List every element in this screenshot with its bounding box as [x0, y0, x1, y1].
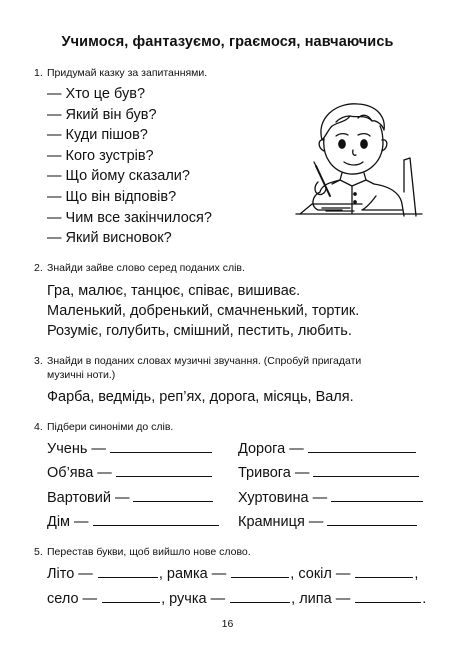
question-item: — Кого зустрів?	[47, 147, 154, 164]
question-item: — Куди пішов?	[47, 127, 148, 144]
answer-blank[interactable]	[93, 524, 219, 526]
synonym-word: Крамниця —	[238, 514, 324, 530]
question-item: — Хто це був?	[47, 86, 146, 102]
synonym-row	[238, 465, 419, 481]
task-4-heading	[34, 420, 173, 434]
synonym-word: Дім —	[47, 514, 89, 530]
permutation-line	[47, 566, 418, 582]
permutation-word: село —	[47, 591, 98, 607]
task-5-heading	[34, 545, 251, 559]
punctuation: ,	[414, 566, 419, 582]
task-1-questions	[47, 84, 212, 249]
answer-blank[interactable]	[116, 475, 212, 477]
task-3-heading	[34, 354, 404, 382]
answer-blank[interactable]	[313, 475, 419, 477]
synonym-word: Вартовий —	[47, 490, 130, 506]
answer-blank[interactable]	[98, 576, 158, 578]
synonym-word: Учень —	[47, 441, 106, 457]
question-item: — Що йому сказали?	[47, 168, 190, 185]
permutation-word: , ручка —	[161, 591, 226, 607]
question-item: — Який він був?	[47, 106, 157, 123]
synonym-word: Об’ява —	[47, 465, 112, 481]
punctuation: .	[422, 591, 427, 607]
task-1-instruction: Придумай казку за запитаннями.	[47, 67, 208, 79]
task-3-line: Фарба, ведмідь, реп’ях, дорога, місяць, Валя.	[47, 389, 354, 405]
answer-blank[interactable]	[133, 500, 213, 502]
answer-blank[interactable]	[355, 601, 421, 603]
permutation-line	[47, 591, 426, 607]
synonym-row	[238, 441, 416, 457]
task-4-instruction: Підбери синоніми до слів.	[47, 421, 174, 433]
task-1-heading	[34, 66, 207, 80]
synonym-row	[47, 514, 219, 530]
task-5-number: 5.	[34, 546, 43, 558]
answer-blank[interactable]	[327, 524, 417, 526]
synonym-row	[238, 514, 417, 530]
synonym-row	[47, 441, 212, 457]
answer-blank[interactable]	[102, 601, 160, 603]
question-item: — Який висновок?	[47, 230, 172, 247]
permutation-word: Літо —	[47, 566, 93, 582]
task-2-line: Розуміє, голубить, смішний, пестить, любить.	[47, 323, 352, 339]
synonym-word: Тривога —	[238, 465, 310, 481]
question-item: — Чим все закінчилося?	[47, 209, 212, 226]
task-2-number: 2.	[34, 262, 43, 274]
synonym-word: Хуртовина —	[238, 490, 328, 506]
task-2-instruction: Знайди зайве слово серед поданих слів.	[47, 262, 245, 274]
task-5-instruction: Перестав букви, щоб вийшло нове слово.	[47, 546, 251, 558]
answer-blank[interactable]	[308, 451, 416, 453]
answer-blank[interactable]	[110, 451, 212, 453]
synonym-word: Дорога —	[238, 441, 304, 457]
answer-blank[interactable]	[231, 576, 289, 578]
permutation-word: , липа —	[291, 591, 351, 607]
boy-writing-illustration	[292, 96, 426, 220]
answer-blank[interactable]	[230, 601, 290, 603]
permutation-word: , рамка —	[158, 566, 227, 582]
task-2-heading	[34, 261, 245, 275]
task-2-line: Гра, малює, танцює, співає, вишиває.	[47, 283, 301, 299]
synonym-row	[47, 465, 212, 481]
task-2-line: Маленький, добренький, смачненький, тортик.	[47, 303, 360, 319]
page-number: 16	[221, 618, 234, 630]
permutation-word: , сокіл —	[290, 566, 351, 582]
synonym-row	[238, 490, 423, 506]
question-item: — Що він відповів?	[47, 188, 177, 205]
answer-blank[interactable]	[331, 500, 423, 502]
task-3-number: 3.	[34, 355, 43, 367]
task-4-number: 4.	[34, 421, 43, 433]
synonym-row	[47, 490, 213, 506]
answer-blank[interactable]	[355, 576, 413, 578]
page-title: Учимося, фантазуємо, граємося, навчаючись	[61, 34, 394, 50]
task-3-instruction-line2: музичні ноти.)	[47, 369, 116, 381]
task-3-instruction-line1: Знайди в поданих словах музичні звучання. (Спробуй пригадати	[47, 355, 362, 367]
task-1-number: 1.	[34, 67, 43, 79]
